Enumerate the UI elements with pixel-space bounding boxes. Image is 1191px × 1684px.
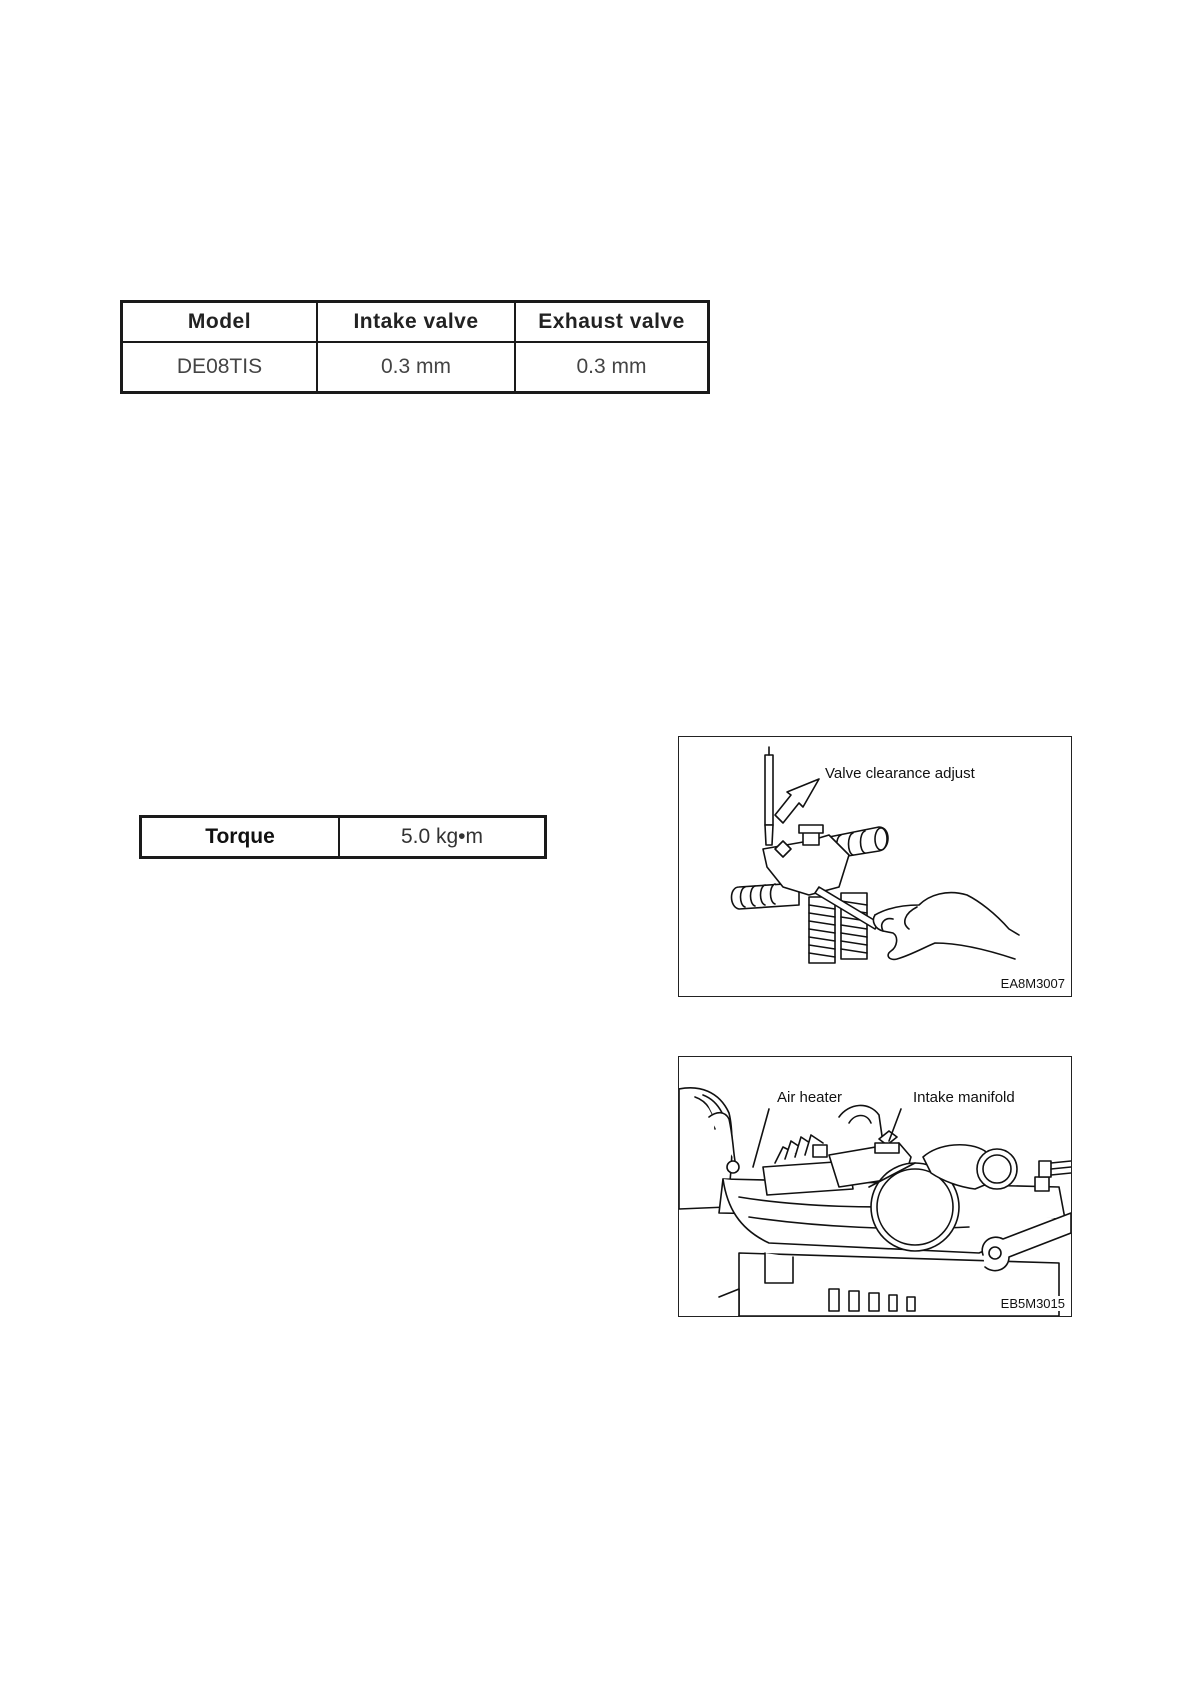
torque-label: Torque: [141, 817, 340, 858]
valve-clearance-label: Valve clearance adjust: [825, 765, 975, 782]
table-header-row: [122, 302, 709, 343]
valve-clearance-table: [120, 300, 710, 394]
torque-value: 5.0 kg•m: [339, 817, 546, 858]
air-heater-label: Air heater: [777, 1089, 843, 1106]
header-intake-valve: Intake valve: [317, 302, 515, 343]
torque-table: [139, 815, 547, 859]
cell-exhaust-value: 0.3 mm: [515, 342, 709, 393]
intake-manifold-figure: [678, 1056, 1072, 1317]
intake-manifold-label: Intake manifold: [913, 1089, 1015, 1106]
cell-intake-value: 0.3 mm: [317, 342, 515, 393]
table-row: [122, 342, 709, 393]
figure-code-eb5m3015: EB5M3015: [998, 1296, 1065, 1311]
figure-code-ea8m3007: EA8M3007: [1000, 976, 1065, 991]
valve-clearance-figure: [678, 736, 1072, 997]
header-model: Model: [122, 302, 318, 343]
table-row: [141, 817, 546, 858]
header-exhaust-valve: Exhaust valve: [515, 302, 709, 343]
cell-model: DE08TIS: [122, 342, 318, 393]
